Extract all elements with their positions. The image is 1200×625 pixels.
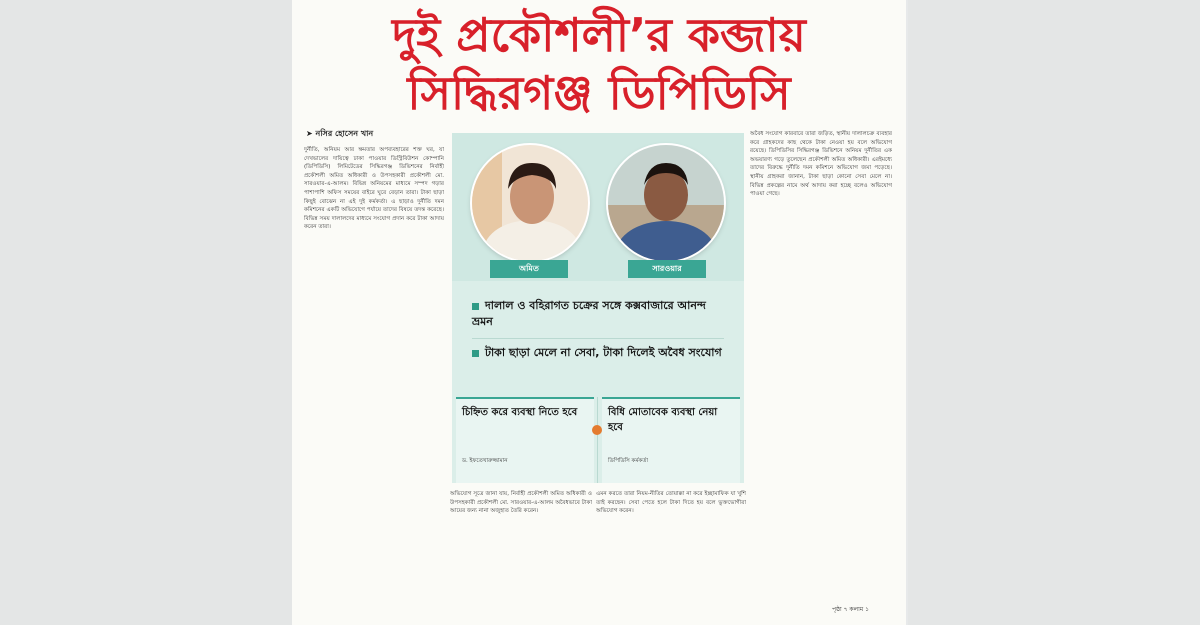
highlight-2-text: টাকা ছাড়া মেলে না সেবা, টাকা দিলেই অবৈধ সংযোগ [485, 346, 722, 359]
newspaper-page [292, 0, 906, 625]
bullet-square-icon [472, 350, 479, 357]
portrait-right-icon [608, 145, 724, 261]
photo-right [608, 145, 724, 261]
portrait-left-icon [472, 145, 588, 261]
byline: ➤ নসির হোসেন খান [306, 129, 374, 138]
article-column-3: অবৈধ সংযোগ কারবারে তারা জড়িত, স্থানীয় দালালচক্র ব্যবহার করে গ্রাহকদের কাছ থেকে টাকা নেওয়া হয় বলে অভিযোগ রয়েছে। ডিপিডিসির সিদ্ধিরগঞ্জ ডিভিশনে অনিয়ম দুর্নীতির এক অভয়ারণ্য গড়ে তুলেছেন প্রকৌশলী অমিত অধিকারী। এরইমধ্যে তাদের বিরুদ্ধে দুর্নীতি দমন কমিশনে অভিযোগ জমা পড়েছে। স্থানীয় গ্রাহকরা জানান, টাকা ছাড়া কোনো সেবা মেলে না। বিভিন্ন প্রকল্পের নামে অর্থ আদায় করা হচ্ছে বলেও অভিযোগ পাওয়া গেছে। [750, 131, 892, 198]
article-column-1: দুর্নীতি, অনিয়ম আর ক্ষমতার অপব্যবহারের শক্ত ঘর, যা দেখভালের দায়িত্বে ঢাকা পাওয়ার ডিস্ট্রিবিউশন কোম্পানি (ডিপিডিসি) লিমিটেডের সিদ্ধিরগঞ্জ ডিভিশনের নির্বাহী প্রকৌশলী অমিত অধিকারী ও উপসহকারী প্রকৌশলী মো. সারওয়ার-এ-আলম। বিভিন্ন অনিয়মের মাধ্যমে সম্পদ গড়ার পাশাপাশি অফিস সময়ের বাইরে ঘুরে বেড়ান তারা। টাকা ছাড়া কিছুই বোঝেন না এই দুই কর্মকর্তা। এ ছাড়াও দুর্নীতি দমন কমিশনের একটি অভিযোগে পর্যায়ে তাদের বিষয়ে তদন্ত করেছে। বিভিন্ন সময় দালালদের মাধ্যমে সংযোগ প্রদান করে টাকা আদায় করেন তারা। [304, 147, 444, 231]
quote-box-left [456, 397, 594, 483]
right-background [908, 0, 1200, 625]
bullet-square-icon [472, 303, 479, 310]
feature-panel [452, 133, 744, 483]
quote-box-right [602, 397, 740, 483]
highlight-1 [472, 298, 722, 330]
article-column-2a: অভিযোগ সূত্রে জানা যায়, নির্বাহী প্রকৌশলী অমিত অধিকারী ও উপসহকারী প্রকৌশলী মো. সারওয়ার-এ-আলম অবৈধভাবে টাকা আয়ের জন্য নানা অজুহাত তৈরি করেন। [450, 491, 592, 515]
page-reference: পৃষ্ঠা ৭ কলাম ১ [832, 606, 869, 613]
quote-left-name: ড. ইফতেখারুজ্জামান [462, 458, 508, 464]
left-background [0, 0, 292, 625]
headline-line-2: সিদ্ধিরগঞ্জ ডিপিডিসি [407, 66, 791, 120]
highlight-2 [472, 345, 722, 361]
headline-line-1: দুই প্রকৌশলী’র কব্জায় [392, 8, 806, 62]
caption-right: সারওয়ার [628, 260, 706, 278]
quote-divider [597, 397, 598, 483]
quote-left-title: চিহ্নিত করে ব্যবস্থা নিতে হবে [462, 407, 578, 418]
quote-right-name: ডিপিডিসি কর্মকর্তা [608, 458, 648, 464]
caption-left: অমিত [490, 260, 568, 278]
quote-right-title: বিধি মোতাবেক ব্যবস্থা নেয়া হবে [608, 407, 718, 433]
highlight-1-text: দালাল ও বহিরাগত চক্রের সঙ্গে কক্সবাজারে আনন্দ ভ্রমন [472, 299, 706, 328]
article-column-2b: এমন করতে তারা নিয়ম-নীতির তোয়াক্কা না করে ইচ্ছামাফিক যা খুশি তাই করছেন। সেবা পেতে হলে টাকা দিতে হয় বলে ভুক্তভোগীরা অভিযোগ করেন। [596, 491, 746, 515]
divider [472, 338, 724, 339]
photo-left [472, 145, 588, 261]
quote-dot-icon [592, 425, 602, 435]
